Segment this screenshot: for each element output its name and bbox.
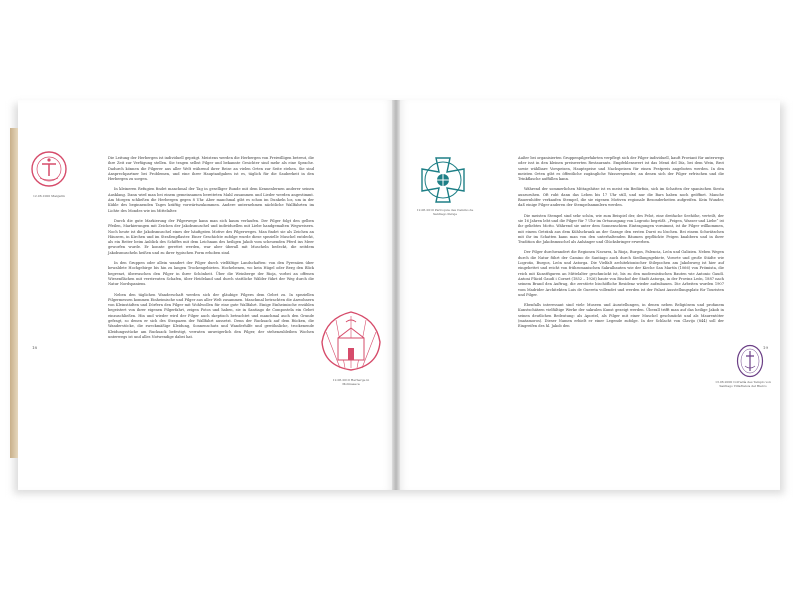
paragraph: Während der sommerlichen Mittagshitze ist es meist ein Bedürfnis, sich im Schatten der spanischen Siesta auszuruhen. Oft ruht dann das Leben bis 17 Uhr still, und nur die Bars haben noch geöffnet. Manche Bauernhöfer verkaufen Stempel, die sie eigenen Motiven regionale Besonderheiten aufgreifen. Kein Wunder, daß einige Pilger anderen der Stempelsammlern werden. — [518, 187, 724, 208]
right-page — [396, 100, 780, 490]
right-bottom-caption: 13.06.2000 Cofradía des Templo von Santiago Villafranca del Bierzo — [715, 380, 771, 388]
left-text-column — [108, 156, 314, 345]
book-gutter — [392, 100, 400, 490]
paragraph: Die Leitung der Herbergen ist individuell geprägt. Meistens werden die Herbergen von Freiwilligen betreut, die ihre Zeit zur Verfügung stellen. Sie tragen selbst Pilger und bekannte Gesichter sind mehr als eine Sprache. Dadurch können die Pilgerer aus aller Welt während ihrer Reise an vielen Orten zur Seite stehen. Sie sind Ansprechpartner bei Problemen, und eine ihrer Hauptaufgaben ist es, täglich für die Sauberkeit in den Herbergen zu sorgen. — [108, 156, 314, 182]
paragraph: Neben den täglichen Wanderschaft werden sich der gläubige Pilgern dem Gebet zu. In speziellen Pilgermessen kommen Einheimische und Pilger aus aller Welt zusammen. Manchmal betrachten die Anwohnern von Kleinstädten und Dörfern den Pilger mit Wohlwollen für eine gute Wallfahrt. Einige Einheimische erzählen begeistert von ihrer eigenen Pilgerfahrt, zeigen Fotos und haben, sie in Santiago de Compostela ein Gebet einzuschließen. Hin und wieder wird der Pilger auch skeptisch betrachtet und manchmal auch den Grunde gefragt, so denen er sich des Strapazen der Wallfahrt aussetzt. Denn der Rucksack auf dem Rücken, die Wanderstöcke, die zweckmäßige Kleidung, Sonnenschutz und Wanderhilfe und gewöhnliche, trockenende Kleidungsstücke am Rucksack befestigt, verraten unweigerlich den Pilger, der stehenzubleiben Wochen unterwegs ist und alles Notwendige dabei hat. — [108, 292, 314, 339]
paragraph: Außer bei organisierten Gruppenpilgerfahrten verpflegt sich der Pilger individuell, kauft Proviant für unterwegs oder isst in den kleinen preiswerten Restaurants. Empfehlenswert ist das Menú del Día, bei dem Wein, Brot sowie wählbare Vorspeisen, Hauptspeise und Nachspeisen für einen Festpreis angeboten werden. In den meisten Orten gibt es öffentliche zugängliche Wasserspender, an denen sich der Pilger erfrischen und die Trinkflasche auffüllen kann. — [518, 156, 724, 182]
paragraph: In den Gruppen oder allein wandert der Pilger durch vielfältige Landschaften: von den Pyrenäen über bewaldete Hochgebirge bis hin zu langen Trockengebieten. Hochebenen, wo kein Hügel oder Berg den Blick begrenzt, überraschen den Pilger in ihrer Schönheit. Über die Weinberge der Rioja, vorbei an offenen Wiesenflächen mit verstreuten Schafen, über Heideland und durch stattliche Wälder führt der Weg durch die Natur Nordspaniens. — [108, 261, 314, 287]
paragraph: Ebenfalls interessant sind viele Museen und Ausstellungen, in denen neben Religiösem und profanem Kunstschätzen vielfältige Werke der sakralen Kunst gezeigt werden. Überall trifft man auf das heilige Jakob in seinen deutlichen Bedeutung: als Apostel, als Pilger mit einer Muschel geschmückt und als Maurentöter (matamoros). Dieser Namen erhielt er einer Legende zufolge. In der Schlacht von Clavijo (844) soll der Eingreifen des hl. Jakob den — [518, 303, 724, 329]
left-page — [18, 100, 396, 490]
open-book — [18, 100, 780, 490]
left-bottom-caption: 12.06.2010 Herberge in Molinaseca — [332, 378, 370, 386]
left-stamp-caption: 12.06.1000 Manjarin — [33, 194, 65, 198]
paragraph: In kleineren Refugien findet manchmal der Tag in geselliger Runde mit dem Kennenlernen anderer seinen Ausklang. Dann wird man bei einem gemeinsamen bereiteten Mahl zusammen und Lieder werden angestimmt. Am Morgen schließen die Herbergen gegen 8 Uhr. Aber manchmal gibt es schon im Dunkeln los, um in der Kühle des beginnenden Tages kräftig vorwärtszukommen. Andere unternehmen nächtliche Wallfahrten im Lichte des Mondes wie im Mittelalter. — [108, 187, 314, 213]
left-page-number: 18 — [32, 345, 38, 350]
right-text-column — [518, 156, 724, 335]
right-page-number: 19 — [762, 345, 768, 350]
teal-cross-stamp-icon — [418, 156, 468, 204]
red-pilgrim-stamp-icon — [30, 150, 68, 188]
red-shell-church-stamp-icon — [318, 308, 384, 374]
purple-oval-stamp-icon — [736, 344, 764, 378]
paragraph: Durch die gute Markierung der Pilgerwege kann man sich kaum verlaufen. Der Pilger folgt den gelben Pfeilen, Markierungen mit Zeichen der Jakobsmuschel und individuellen mit Liebe handgemalten Wegweisern. Noch heute ist die Jakobsmuschel eines der häufigsten Motive des Pilgerweges. Man findet sie als Zeichen an Häusern, in Kirchen und im Straßenpflaster. Einer Geschichte zufolge wurde diese spezielle Muschel entdeckt, als ein Reiter beim Anblick des Schiffes mit dem Leichnam des heiligen Jakob vom scheuenden Pferd ins Meer geworfen wurde. Er konnte gerettet werden, war aber überall mit Muscheln bedeckt, die seitdem Jakobsmuscheln heißen und zu ihrer typischen Form erhoben sind. — [108, 218, 314, 255]
book-page-edge — [10, 128, 18, 458]
paragraph: Die meisten Stempel sind sehr schön, wie zum Beispiel der, des Pelot, eine dreifache Seehöhe, verteilt, der sie 16 Jahren lebt und die Pilger für 7 Uhr im Ortsausgang von Logroño begrüßt. „Feigen, Wasser und Liebe“ ist ihr geliebtes Motto. Während sie unter dem Sonnenschirm Eintragungen vornimmt, ist ihr Pilger willkommen, mit einem Getränk aus dem Kühlschrank an der Garage den ersten Durst zu löschen. Bei einem Schwätzchen mit ihr im Schatten kann man von den unterhaltenden Bäumen gepflückte Feigen knabbern und in ihrer Tradition die Jakobsmuschel als Anhänger und Glücksbringer erwerben. — [518, 213, 724, 245]
paragraph: Der Pilger durchwandert die Regionen Navarra, la Rioja, Burgos, Palencia, León und Galizien. Neben Wegen durch die Natur führt der Camino de Santiago auch durch Siedlungsgebiete, Vororte und große Städte wie Logroño, Burgos, León und Astorga. Die Vielfalt architektonischer Stilepochen am Jakobsweg ist hier auf eingebettet und reicht von frühromanischen Sakralbauten wie der Kirche San Martín (1066) von Frómista, die reich mit Kunstfiguren an Mittelalter geschmückt ist, bis zu den modernistischen Bauten wie Antonio Gaudí. Antoni Plácid Gaudí i Cornet (1852 – 1926) baute von Bischof der Stadt Astorga, in der Provinz León, 1887 nach seinem Brand den Auftrag, die zerstörte bischöfliche Residenz wieder aufzubauen. Die Arbeiten wurden 1907 vom Madrider Architekten Luis de Guereta vollendet und werden ist der Palast Ausstellungsplatz für Touristen und Pilger. — [518, 250, 724, 297]
right-stamp-caption: 12.06.2010 Parroquia des Camino de Santiago Pereje — [416, 208, 474, 216]
